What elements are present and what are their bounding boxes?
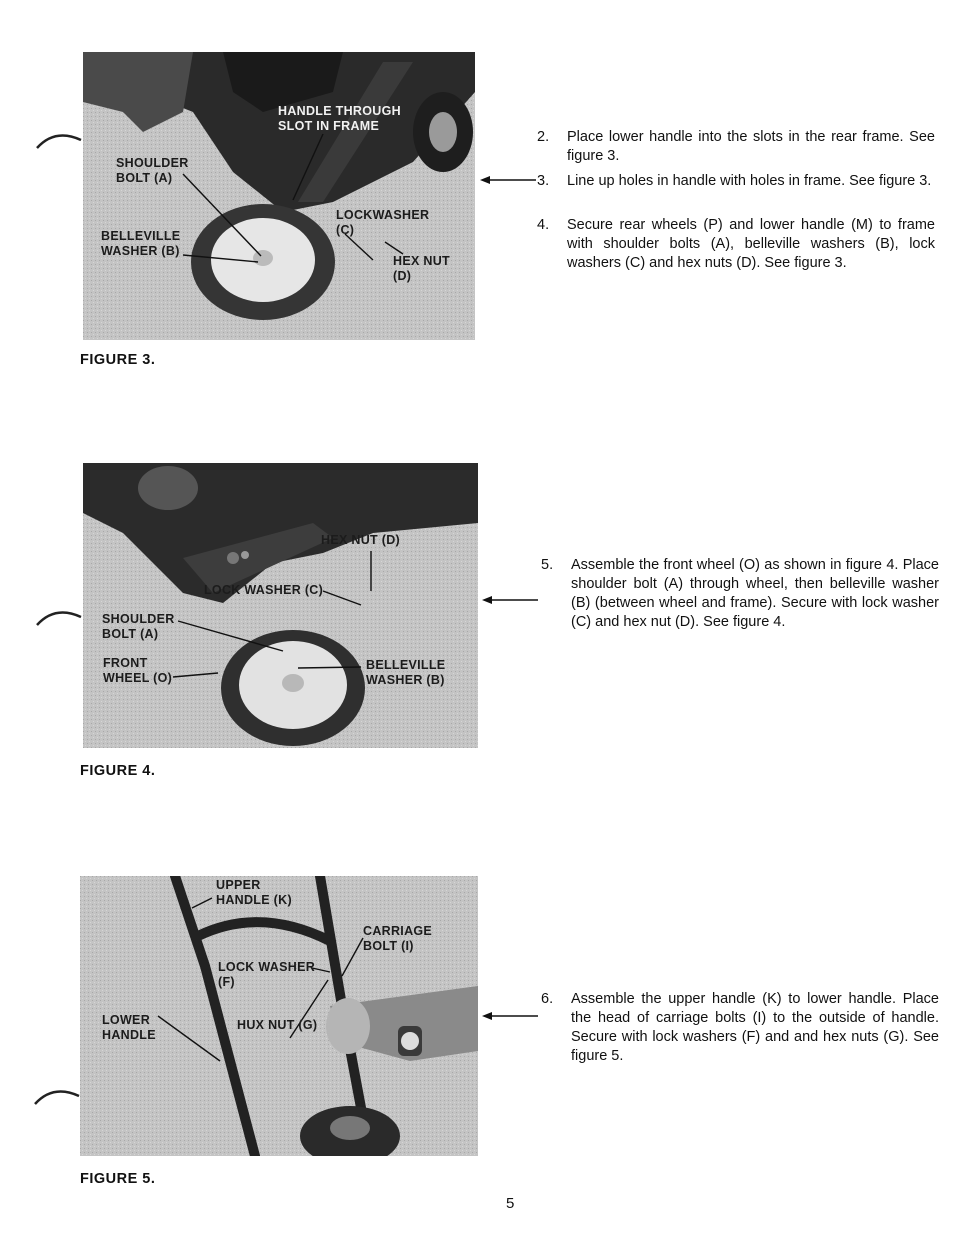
figure-3-photo bbox=[83, 52, 475, 340]
figure-4-photo bbox=[83, 463, 478, 748]
figure-4-illustration bbox=[83, 463, 478, 748]
figure-3-illustration bbox=[83, 52, 475, 340]
callout-belleville-washer: BELLEVILLE WASHER (B) bbox=[101, 229, 181, 258]
arrow-step-6 bbox=[482, 1010, 542, 1022]
callout-handle-through-slot: HANDLE THROUGH SLOT IN FRAME bbox=[278, 104, 401, 133]
punch-mark-top bbox=[35, 128, 85, 152]
step-text: Assemble the front wheel (O) as shown in figure 4. Place shoulder bolt (A) through wheel, then belleville washer (B) (between wheel and frame). Secure with lock washer (C) and hex nut (D). See figure 4. bbox=[571, 557, 939, 630]
step-number: 4. bbox=[537, 217, 550, 233]
step-number: 2. bbox=[537, 129, 550, 145]
step-text: Assemble the upper handle (K) to lower handle. Place the head of carriage bolts (I) to the outside of handle. Secure with lock washers (F) and and hex nuts (G). See figure 5. bbox=[571, 991, 939, 1064]
step-number: 3. bbox=[537, 173, 550, 189]
callout-shoulder-bolt: SHOULDER BOLT (A) bbox=[116, 156, 189, 185]
arrow-step-5 bbox=[482, 594, 542, 606]
callout-hux-nut: HUX NUT (G) bbox=[237, 1018, 318, 1032]
callout-lockwasher: LOCKWASHER (C) bbox=[336, 208, 430, 237]
step-number: 6. bbox=[541, 991, 554, 1007]
callout-belleville-washer: BELLEVILLE WASHER (B) bbox=[366, 658, 446, 687]
arrow-step-3 bbox=[480, 174, 540, 186]
figure-4-caption: FIGURE 4. bbox=[80, 763, 156, 779]
callout-hex-nut: HEX NUT (D) bbox=[321, 533, 400, 547]
callout-front-wheel: FRONT WHEEL (O) bbox=[103, 656, 173, 685]
page-number: 5 bbox=[506, 1195, 515, 1212]
figure-5-photo bbox=[80, 876, 478, 1156]
callout-carriage-bolt: CARRIAGE BOLT (I) bbox=[363, 924, 433, 953]
figure-3-caption: FIGURE 3. bbox=[80, 352, 156, 368]
punch-mark-bottom bbox=[33, 1084, 83, 1108]
callout-lock-washer: LOCK WASHER (C) bbox=[204, 583, 324, 597]
callout-shoulder-bolt: SHOULDER BOLT (A) bbox=[102, 612, 175, 641]
step-number: 5. bbox=[541, 557, 554, 573]
figure-5-caption: FIGURE 5. bbox=[80, 1171, 156, 1187]
punch-mark-middle bbox=[35, 605, 85, 629]
step-text: Line up holes in handle with holes in frame. See figure 3. bbox=[567, 173, 932, 189]
callout-upper-handle: UPPER HANDLE (K) bbox=[216, 878, 292, 907]
callout-lower-handle: LOWER HANDLE bbox=[102, 1013, 156, 1042]
step-text: Secure rear wheels (P) and lower handle (M) to frame with shoulder bolts (A), belleville washers (B), lock washers (C) and hex nuts (D). See figure 3. bbox=[567, 217, 935, 271]
callout-hex-nut: HEX NUT (D) bbox=[393, 254, 450, 283]
callout-lock-washer: LOCK WASHER (F) bbox=[218, 960, 316, 989]
step-text: Place lower handle into the slots in the rear frame. See figure 3. bbox=[567, 129, 935, 164]
